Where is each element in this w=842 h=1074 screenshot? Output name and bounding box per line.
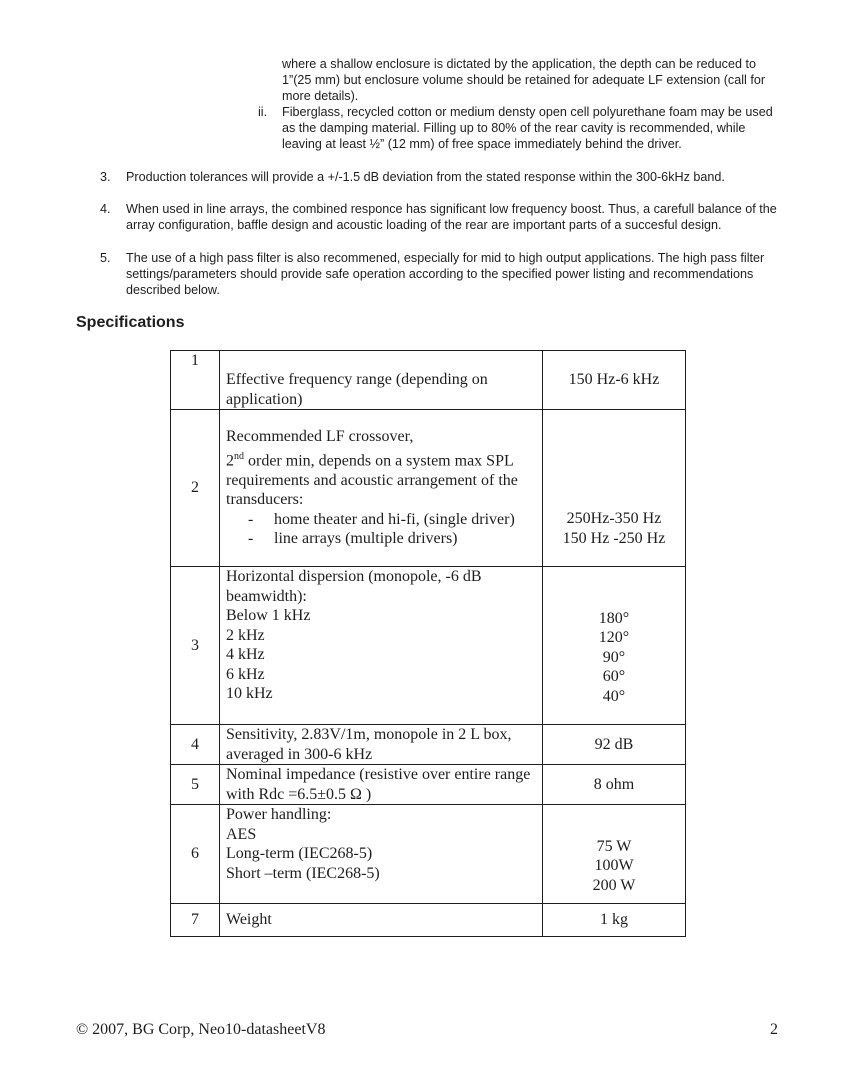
row-number: 2 (171, 410, 220, 567)
list-marker: 5. (100, 251, 111, 265)
param-line: 10 kHz (226, 685, 273, 702)
dash-bullet: - (248, 530, 254, 548)
spec-value: 150 Hz-6 kHz (543, 351, 686, 410)
list-item: When used in line arrays, the combined responce has significant low frequency boost. Thus, a carefull balance of the array configuration, baffle design and acoustic loading of the rear are important parts of a succesful design. (126, 202, 777, 233)
param-subitem (226, 510, 536, 530)
spec-parameter: Weight (220, 904, 543, 937)
param-line: Short –term (IEC268-5) (226, 864, 380, 882)
spec-parameter (220, 567, 543, 725)
row-number: 4 (171, 725, 220, 765)
param-line: AES (226, 825, 257, 843)
row-number: 6 (171, 805, 220, 904)
spec-parameter (220, 410, 543, 567)
row-number: 3 (171, 567, 220, 725)
value-line: 180° (598, 609, 630, 627)
spec-value (543, 805, 686, 904)
spec-parameter (220, 805, 543, 904)
list-marker: 3. (100, 170, 111, 184)
param-subitem (226, 529, 536, 549)
table-row (171, 351, 686, 410)
param-line: 6 kHz (226, 665, 265, 683)
table-row (171, 410, 686, 567)
subitem-marker: ii. (258, 105, 268, 119)
subitem-label: line arrays (multiple drivers) (274, 530, 458, 548)
footer-copyright: © 2007, BG Corp, Neo10-datasheetV8 (76, 1021, 326, 1038)
value-line: 75 W (596, 837, 632, 855)
value-line: 250Hz-350 Hz (566, 510, 662, 527)
spec-parameter: Nominal impedance (resistive over entire range with Rdc =6.5±0.5 Ω ) (220, 765, 543, 805)
spec-value: 8 ohm (543, 765, 686, 805)
table-row (171, 805, 686, 904)
spec-value (543, 410, 686, 567)
row-number: 5 (171, 765, 220, 805)
table-row (171, 765, 686, 805)
list-item: The use of a high pass filter is also recommened, especially for mid to high output applications. The high pass filter settings/parameters should provide safe operation according to the specified power listing and recommendations described below. (126, 251, 765, 298)
spec-parameter: Sensitivity, 2.83V/1m, monopole in 2 L box, averaged in 300-6 kHz (220, 725, 543, 765)
dash-bullet: - (248, 510, 254, 528)
value-line: 100W (594, 857, 634, 874)
order-suffix: nd (234, 450, 244, 462)
spec-value (543, 567, 686, 725)
param-line: 2 kHz (226, 626, 265, 644)
section-heading: Specifications (76, 314, 185, 331)
param-title: Horizontal dispersion (monopole, -6 dB beamwidth): (226, 568, 482, 605)
param-line: 4 kHz (226, 646, 265, 663)
param-line: Recommended LF crossover, (226, 428, 414, 446)
param-title: Power handling: (226, 806, 332, 823)
subitem-text: Fiberglass, recycled cotton or medium densty open cell polyurethane foam may be used as the damping material. Filling up to 80% of the rear cavity is recommended, while leaving at least ½” (12 mm) of free space immediately behind the driver. (282, 105, 773, 152)
value-line: 150 Hz -250 Hz (562, 529, 666, 547)
param-text: order min, depends on a system max SPL requirements and acoustic arrangement of the transducers: (226, 452, 518, 509)
spec-value: 92 dB (543, 725, 686, 765)
table-row (171, 567, 686, 725)
list-marker: 4. (100, 202, 111, 216)
spec-parameter: Effective frequency range (depending on application) (220, 351, 543, 410)
value-line: 90° (602, 648, 626, 666)
table-row (171, 904, 686, 937)
param-line (226, 447, 536, 510)
value-line: 200 W (592, 876, 636, 894)
subitem-label: home theater and hi-fi, (single driver) (274, 510, 515, 528)
list-item: Production tolerances will provide a +/-1.5 dB deviation from the stated response within the 300-6kHz band. (126, 170, 725, 184)
table-row (171, 725, 686, 765)
param-line: Long-term (IEC268-5) (226, 845, 373, 862)
value-line: 40° (602, 687, 626, 705)
param-line: Below 1 kHz (226, 607, 311, 624)
spec-value: 1 kg (543, 904, 686, 937)
continuation-paragraph: where a shallow enclosure is dictated by the application, the depth can be reduced to 1”(25 mm) but enclosure volume should be retained for adequate LF extension (call for more details). (282, 57, 766, 104)
specifications-table (170, 350, 686, 937)
page-number: 2 (770, 1021, 778, 1038)
row-number: 1 (171, 351, 220, 410)
value-line: 120° (598, 629, 630, 646)
value-line: 60° (602, 668, 626, 685)
row-number: 7 (171, 904, 220, 937)
order-number: 2 (226, 452, 234, 470)
